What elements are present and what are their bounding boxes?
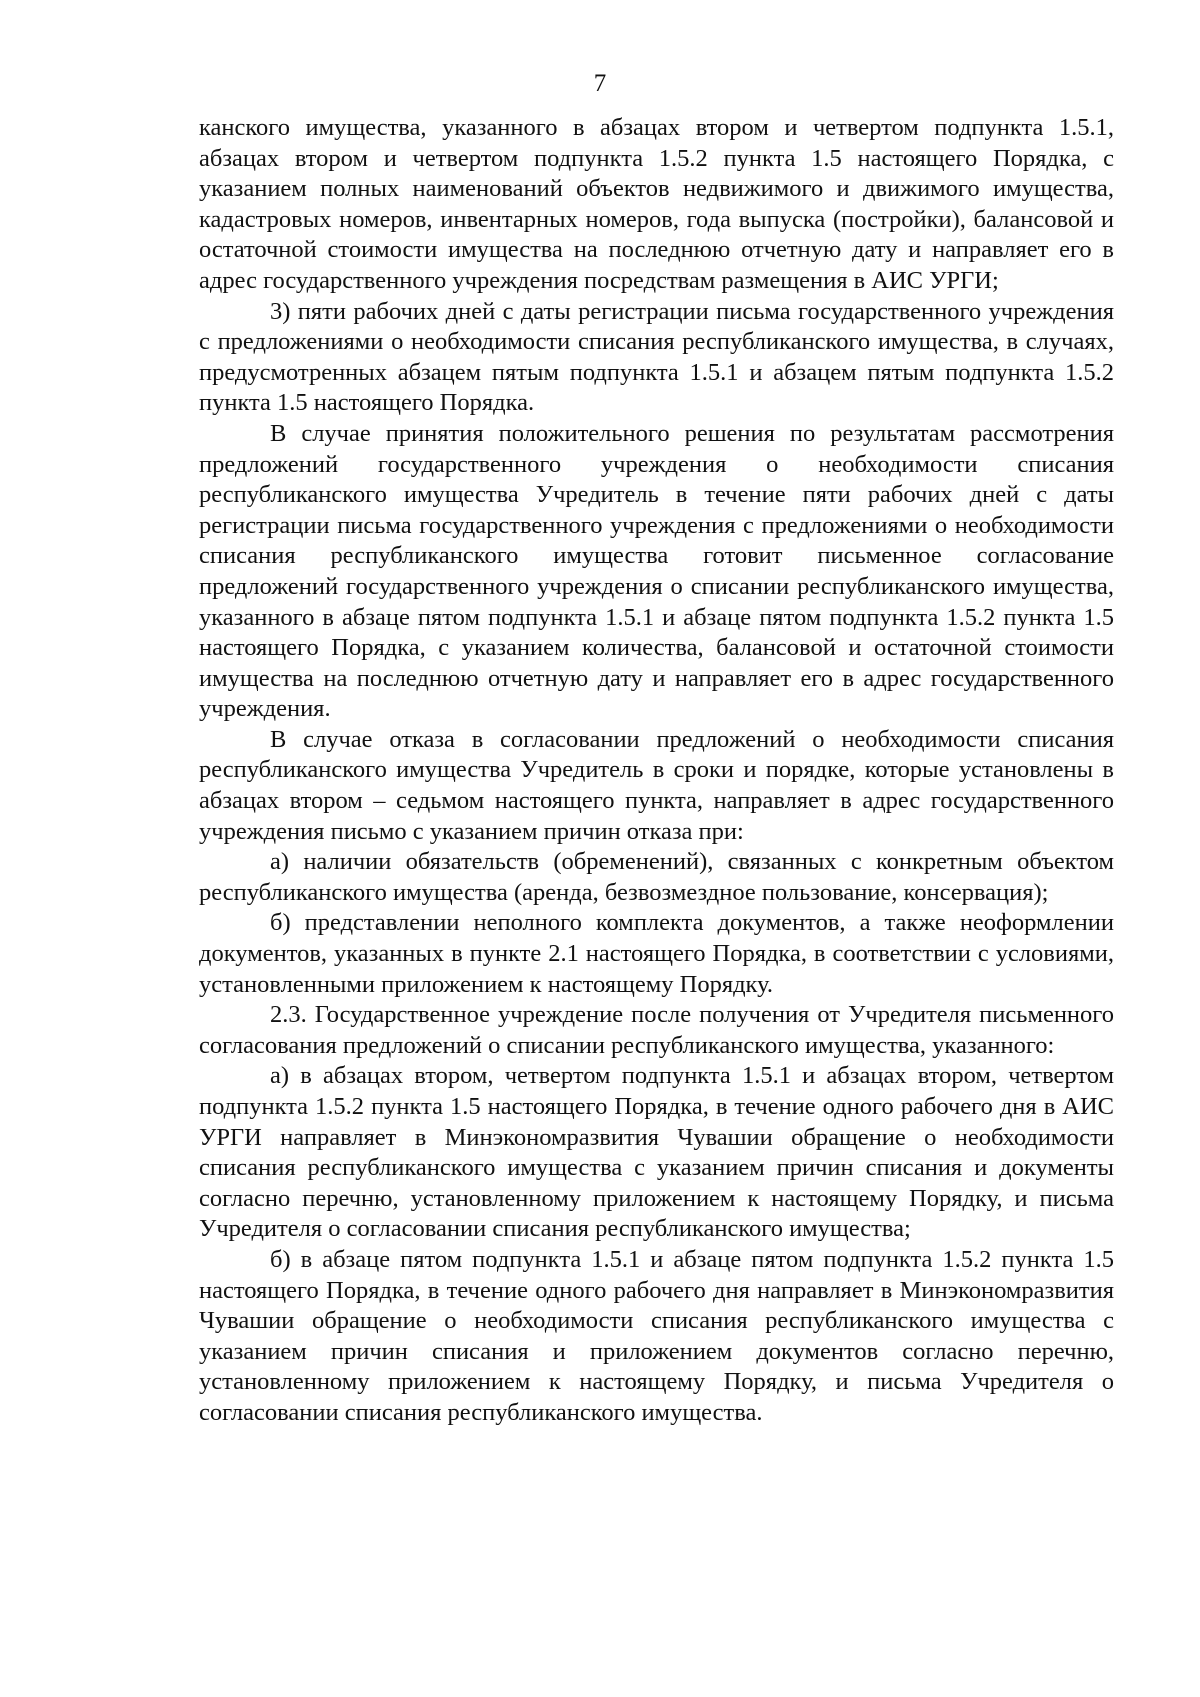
paragraph-section-2-3: 2.3. Государственное учреждение после получения от Учредителя письменного согласования предложений о списании республиканского имущества, указанного: xyxy=(199,1001,1114,1059)
paragraph-item-3: 3) пяти рабочих дней с даты регистрации письма государственного учреждения с предложениями о необходимости списания республиканского имущества, в случаях, предусмотренных абзацем пятым подпункта 1.5.1 и абзацем пятым подпункта 1.5.2 пункта 1.5 настоящего Порядка. xyxy=(199,297,1114,417)
paragraph-refusal-b: б) представлении неполного комплекта документов, а также неоформлении документов, указанных в пункте 2.1 настоящего Порядка, в соответствии с условиями, установленными приложением к настоящему Порядку. xyxy=(199,909,1114,998)
paragraph-refusal: В случае отказа в согласовании предложений о необходимости списания республиканского имущества Учредитель в сроки и порядке, которые установлены в абзацах втором – седьмом настоящего пункта, направляет в адрес государственного учреждения письмо с указанием причин отказа при: xyxy=(199,725,1114,845)
paragraph-continuation: канского имущества, указанного в абзацах втором и четвертом подпункта 1.5.1, абзацах втором и четвертом подпункта 1.5.2 пункта 1.5 настоящего Порядка, с указанием полных наименований объектов недвижимого и движимого имущества, кадастровых номеров, инвентарных номеров, года выпуска (постройки), балансовой и остаточной стоимости имущества на последнюю отчетную дату и направляет его в адрес государственного учреждения посредствам размещения в АИС УРГИ; xyxy=(199,114,1114,294)
paragraph-refusal-a: а) наличии обязательств (обременений), связанных с конкретным объектом республиканского имущества (аренда, безвозмездное пользование, консервация); xyxy=(199,848,1114,906)
paragraph-section-2-3-b: б) в абзаце пятом подпункта 1.5.1 и абзаце пятом подпункта 1.5.2 пункта 1.5 настоящего Порядка, в течение одного рабочего дня направляет в Минэкономразвития Чувашии обращение о необходимости списания республиканского имущества с указанием причин списания и приложением документов согласно перечню, установленному приложением к настоящему Порядку, и письма Учредителя о согласовании списания республиканского имущества. xyxy=(199,1245,1114,1426)
paragraph-positive-decision: В случае принятия положительного решения по результатам рассмотрения предложений государственного учреждения о необходимости списания республиканского имущества Учредитель в течение пяти рабочих дней с даты регистрации письма государственного учреждения с предложениями о необходимости списания республиканского имущества готовит письменное согласование предложений государственного учреждения о списании республиканского имущества, указанного в абзаце пятом подпункта 1.5.1 и абзаце пятом подпункта 1.5.2 пункта 1.5 настоящего Порядка, с указанием количества, балансовой и остаточной стоимости имущества на последнюю отчетную дату и направляет его в адрес государственного учреждения. xyxy=(199,419,1114,723)
document-body xyxy=(199,113,1114,1429)
page-number: 7 xyxy=(593,70,607,97)
paragraph-section-2-3-a: а) в абзацах втором, четвертом подпункта 1.5.1 и абзацах втором, четвертом подпункта 1.5.2 пункта 1.5 настоящего Порядка, в течение одного рабочего дня в АИС УРГИ направляет в Минэкономразвития Чувашии обращение о необходимости списания республиканского имущества с указанием причин списания и документы согласно перечню, установленному приложением к настоящему Порядку, и письма Учредителя о согласовании списания республиканского имущества; xyxy=(199,1062,1114,1243)
